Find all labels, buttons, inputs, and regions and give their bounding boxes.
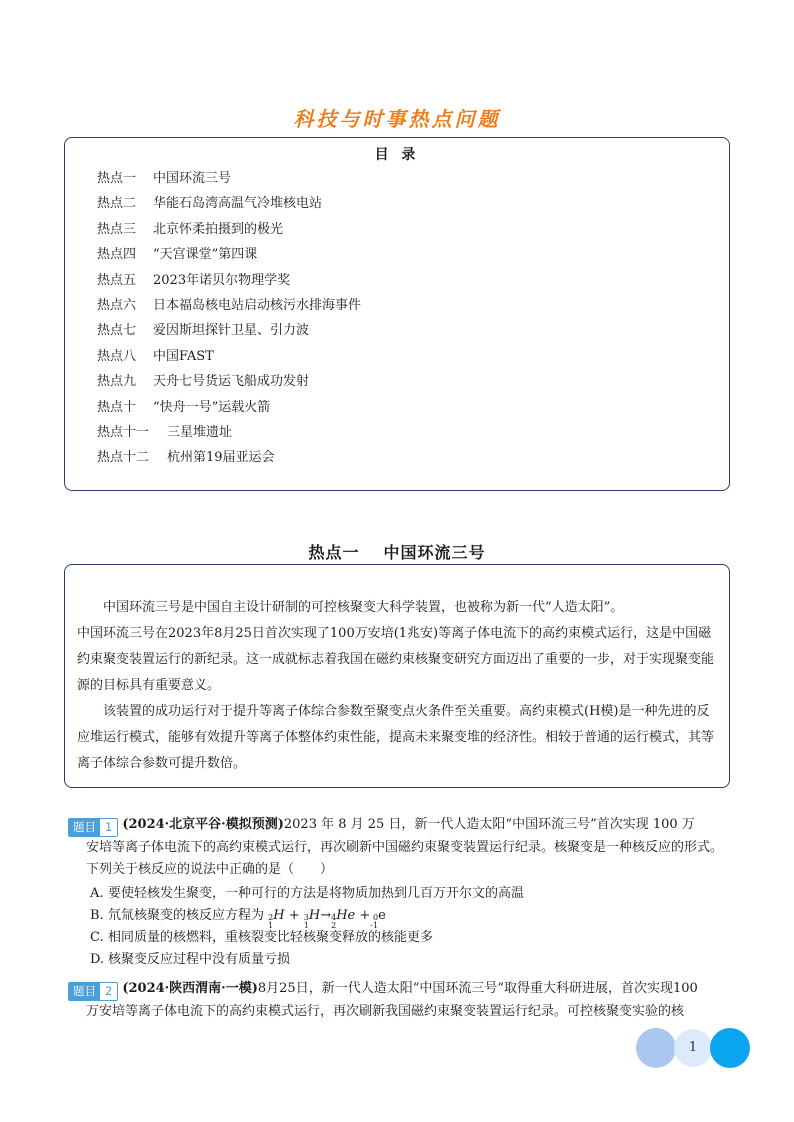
toc-item-text: 日本福岛核电站启动核污水排海事件 — [153, 297, 362, 313]
isotope-numbers: 3 1 — [303, 913, 309, 930]
page-title: 科技与时事热点问题 — [293, 107, 501, 131]
isotope-numbers: 2 1 — [268, 913, 274, 930]
option-letter: A. — [90, 886, 104, 901]
toc-item-label: 热点五 — [97, 272, 137, 288]
option-letter: C. — [90, 930, 104, 945]
toc-item[interactable] — [97, 322, 361, 347]
toc-item[interactable] — [97, 297, 361, 322]
question-stem — [68, 814, 732, 837]
question-number: 2 — [100, 983, 117, 1000]
toc-item[interactable] — [97, 399, 361, 424]
toc-item-text: 杭州第19届亚运会 — [167, 450, 275, 466]
toc-item-text: 华能石岛湾高温气冷堆核电站 — [153, 196, 323, 212]
question-tag — [68, 982, 118, 1001]
toc-item-text: 爱因斯坦探针卫星、引力波 — [153, 323, 310, 339]
toc-item-text: 2023年诺贝尔物理学奖 — [153, 272, 291, 288]
toc-item-label: 热点八 — [97, 348, 137, 364]
option-text: 要使轻核发生聚变，一种可行的方法是将物质加热到几百万开尔文的高温 — [108, 886, 525, 901]
toc-item-text: 天舟七号货运飞船成功发射 — [153, 374, 310, 390]
question-stem — [68, 978, 732, 1001]
question-stem-rest: 万安培等离子体电流下的高约束模式运行，再次刷新我国磁约束聚变装置运行纪录。可控核聚变实验的核 — [86, 1004, 685, 1019]
toc-item-label: 热点九 — [97, 374, 137, 390]
toc-item-text: “天宫课堂”第四课 — [153, 247, 258, 263]
page-circle-right — [710, 1028, 750, 1068]
toc-item[interactable] — [97, 424, 361, 449]
intro-paragraph: 中国环流三号是中国自主设计研制的可控核聚变大科学装置，也被称为新一代“人造太阳”。 — [103, 600, 624, 615]
section-label: 热点一 — [308, 543, 360, 562]
question-source: (2024·北京平谷·模拟预测) — [122, 817, 284, 832]
isotope-numbers: 4 2 — [331, 913, 337, 930]
question-1 — [68, 814, 732, 971]
option-text: 相同质量的核燃料，重核裂变比轻核聚变释放的核能更多 — [108, 930, 434, 945]
toc-item[interactable] — [97, 373, 361, 398]
intro-paragraph: 该装置的成功运行对于提升等离子体综合参数至聚变点火条件至关重要。高约束模式(H模)是一种先进的反应堆运行模式，能够有效提升等离子体整体约束性能，提高未来聚变堆的经济性。相较于普通的运行模式，其等离子体综合参数可提升数倍。 — [77, 704, 715, 771]
section-title — [0, 540, 794, 563]
toc-item-label: 热点二 — [97, 196, 137, 212]
question-stem-rest: 安培等离子体电流下的高约束模式运行，再次刷新中国磁约束聚变装置运行纪录。核聚变是一种核反应的形式。下列关于核反应的说法中正确的是（ ） — [86, 840, 724, 877]
page-circle-left — [636, 1028, 676, 1068]
intro-box — [64, 564, 730, 788]
toc-heading: 目 录 — [374, 147, 420, 163]
option-b[interactable] — [90, 905, 732, 930]
toc-item[interactable] — [97, 449, 361, 474]
question-tag-label: 题目 — [69, 819, 100, 836]
question-number: 1 — [100, 819, 117, 836]
option-a[interactable] — [90, 883, 732, 905]
toc-item-text: 北京怀柔拍摄到的极光 — [153, 221, 284, 237]
isotope-numbers: 0 -1 — [370, 913, 379, 930]
intro-paragraph: 中国环流三号在2023年8月25日首次实现了100万安培(1兆安)等离子体电流下的高约束模式运行，这是中国磁约束聚变装置运行的新纪录。这一成就标志着我国在磁约束核聚变研究方面迈出了重要的一步，对于实现聚变能源的目标具有重要意义。 — [77, 626, 715, 693]
toc-item-label: 热点七 — [97, 323, 137, 339]
question-tag-label: 题目 — [69, 983, 100, 1000]
toc-item-text: “快舟一号”运载火箭 — [153, 399, 271, 415]
toc-item[interactable] — [97, 195, 361, 220]
table-of-contents — [64, 137, 730, 491]
option-text: 核聚变反应过程中没有质量亏损 — [108, 952, 291, 967]
question-source: (2024·陕西渭南·一模) — [122, 981, 258, 996]
page-number: 1 — [688, 1040, 698, 1055]
option-letter: D. — [90, 952, 105, 967]
question-tag — [68, 818, 118, 837]
toc-item-label: 热点十 — [97, 399, 137, 415]
toc-item[interactable] — [97, 170, 361, 195]
toc-list — [97, 170, 361, 475]
toc-item[interactable] — [97, 348, 361, 373]
question-stem-line1: 8月25日，新一代人造太阳“中国环流三号”取得重大科研进展，首次实现100 — [257, 981, 698, 996]
toc-item-label: 热点十一 — [97, 424, 150, 440]
toc-item[interactable] — [97, 246, 361, 271]
toc-item-label: 热点六 — [97, 297, 137, 313]
options-list — [90, 883, 732, 971]
toc-item-text: 中国FAST — [153, 348, 214, 364]
page-number-badge — [636, 1028, 752, 1068]
option-text: 氘氚核聚变的核反应方程为 — [108, 908, 265, 923]
option-c[interactable] — [90, 927, 732, 949]
option-d[interactable] — [90, 949, 732, 971]
question-2 — [68, 978, 732, 1023]
question-stem-line1: 2023 年 8 月 25 日，新一代人造太阳“中国环流三号”首次实现 100 万 — [283, 817, 695, 832]
nuclear-equation: 2 1 H + 3 1 H→ 4 2 He + 0 -1 e — [268, 908, 386, 930]
toc-item[interactable] — [97, 272, 361, 297]
option-letter: B. — [90, 908, 104, 923]
toc-item[interactable] — [97, 221, 361, 246]
toc-item-label: 热点一 — [97, 171, 137, 186]
toc-item-text: 中国环流三号 — [153, 171, 232, 186]
toc-item-label: 热点十二 — [97, 450, 150, 466]
toc-item-label: 热点三 — [97, 221, 137, 237]
toc-item-label: 热点四 — [97, 247, 137, 263]
section-name: 中国环流三号 — [383, 543, 486, 562]
toc-item-text: 三星堆遗址 — [167, 424, 233, 440]
